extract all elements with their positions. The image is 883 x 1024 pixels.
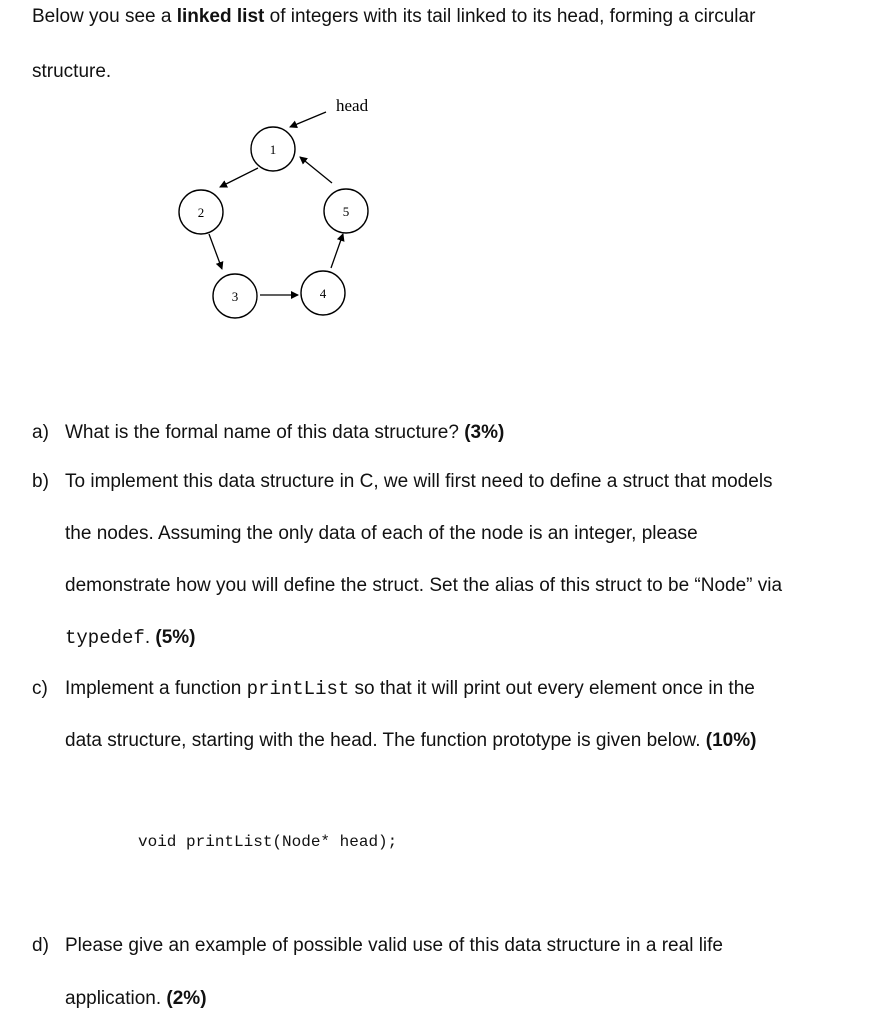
question-b-line-4-text: . xyxy=(144,627,156,648)
edge-5-to-1 xyxy=(300,157,332,183)
question-b-label: b) xyxy=(32,471,49,492)
intro-bold-term: linked list xyxy=(176,6,265,27)
edge-4-to-5 xyxy=(331,234,343,268)
question-a-text xyxy=(65,422,504,444)
question-b-line-2: the nodes. Assuming the only data of each of the node is an integer, please xyxy=(65,523,698,544)
head-label: head xyxy=(336,96,369,115)
question-d-line-2-text: application. xyxy=(65,988,167,1009)
question-c-label: c) xyxy=(32,678,48,699)
question-c-points: (10%) xyxy=(705,730,757,751)
question-c-line-1-start: Implement a function xyxy=(65,678,247,699)
question-c-line-2-text: data structure, starting with the head. The function prototype is given below. xyxy=(65,730,706,751)
node-3-value: 3 xyxy=(231,289,239,304)
question-d-line-1: Please give an example of possible valid use of this data structure in a real life xyxy=(65,935,723,956)
question-d-points: (2%) xyxy=(166,988,207,1009)
node-5-value: 5 xyxy=(342,204,350,219)
question-b-line-3: demonstrate how you will define the struct. Set the alias of this struct to be “Node” via xyxy=(65,575,783,596)
head-pointer-arrow xyxy=(290,112,326,127)
function-prototype: void printList(Node* head); xyxy=(138,833,398,851)
intro-text-end: of integers with its tail linked to its head, forming a circular xyxy=(264,6,756,27)
edge-1-to-2 xyxy=(220,168,258,187)
node-1-value: 1 xyxy=(269,142,277,157)
intro-line-1 xyxy=(32,6,755,28)
question-d-label: d) xyxy=(32,935,49,956)
intro-line-2: structure. xyxy=(32,61,112,82)
node-4-value: 4 xyxy=(319,286,327,301)
printlist-identifier: printList xyxy=(246,678,350,700)
question-b-line-1: To implement this data structure in C, we will first need to define a struct that models xyxy=(65,471,773,492)
question-a-points: (3%) xyxy=(464,422,505,443)
question-d-line-2 xyxy=(65,988,207,1010)
intro-text-start: Below you see a xyxy=(32,6,177,27)
edge-2-to-3 xyxy=(209,234,222,269)
question-b-points: (5%) xyxy=(155,627,196,648)
question-a-body: What is the formal name of this data structure? xyxy=(65,422,465,443)
question-c-line-1-end: so that it will print out every element once in the xyxy=(349,678,755,699)
question-b-line-4 xyxy=(65,627,196,649)
question-a-label: a) xyxy=(32,422,49,443)
node-2-value: 2 xyxy=(197,205,205,220)
question-c-line-1 xyxy=(65,678,755,700)
question-c-line-2 xyxy=(65,730,756,752)
typedef-keyword: typedef xyxy=(65,627,145,649)
circular-linked-list-diagram xyxy=(160,90,400,330)
